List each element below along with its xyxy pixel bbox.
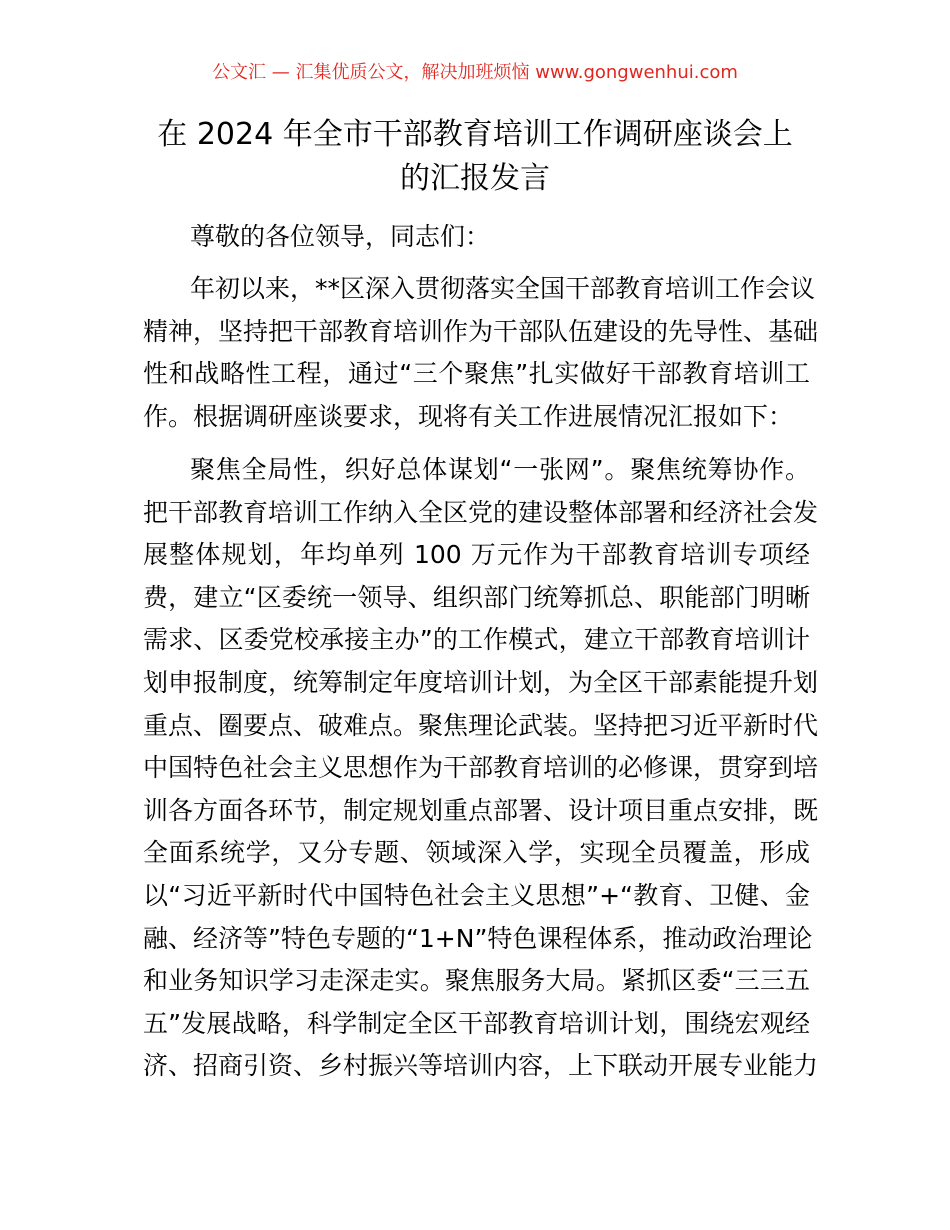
paragraph-line: 展整体规划，年均单列 100 万元作为干部教育培训专项经: [143, 540, 810, 570]
paragraph-line: 性和战略性工程，通过“三个聚焦”扎实做好干部教育培训工: [143, 359, 810, 389]
paragraph-line: 中国特色社会主义思想作为干部教育培训的必修课，贯穿到培: [143, 753, 819, 783]
paragraph-line: 重点、圈要点、破难点。聚焦理论武装。坚持把习近平新时代: [143, 710, 819, 740]
document-title-line-2: 的汇报发言: [400, 161, 550, 196]
paragraph-line: 作。根据调研座谈要求，现将有关工作进展情况汇报如下：: [143, 401, 794, 431]
paragraph-line: 和业务知识学习走深走实。聚焦服务大局。紧抓区委“三三五: [143, 966, 810, 996]
paragraph-line: 年初以来，**区深入贯彻落实全国干部教育培训工作会议: [190, 274, 816, 303]
document-title-line-1: 在 2024 年全市干部教育培训工作调研座谈会上: [157, 117, 793, 152]
paragraph-line: 五”发展战略，科学制定全区干部教育培训计划，围绕宏观经: [143, 1008, 810, 1038]
paragraph-line: 全面系统学，又分专题、领域深入学，实现全员覆盖，形成: [143, 838, 810, 868]
paragraph-line: 需求、区委党校承接主办”的工作模式，建立干部教育培训计: [143, 625, 810, 655]
paragraph-line: 费，建立“区委统一领导、组织部门统筹抓总、职能部门明晰: [143, 582, 810, 612]
watermark-banner: 公文汇 — 汇集优质公文，解决加班烦恼 www.gongwenhui.com: [212, 62, 738, 83]
paragraph-line: 济、招商引资、乡村振兴等培训内容，上下联动开展专业能力: [143, 1051, 819, 1081]
paragraph-line: 融、经济等”特色专题的“1+N”特色课程体系，推动政治理论: [143, 923, 813, 953]
paragraph-line: 精神，坚持把干部教育培训作为干部队伍建设的先导性、基础: [143, 316, 819, 346]
paragraph-line: 划申报制度，统筹制定年度培训计划，为全区干部素能提升划: [143, 668, 819, 697]
paragraph-line: 以“习近平新时代中国特色社会主义思想”+“教育、卫健、金: [143, 881, 810, 910]
paragraph-line: 把干部教育培训工作纳入全区党的建设整体部署和经济社会发: [143, 497, 819, 527]
salutation: 尊敬的各位领导，同志们：: [190, 222, 491, 251]
paragraph-line: 训各方面各环节，制定规划重点部署、设计项目重点安排，既: [143, 795, 819, 825]
paragraph-line: 聚焦全局性，织好总体谋划“一张网”。聚焦统筹协作。: [190, 455, 810, 484]
